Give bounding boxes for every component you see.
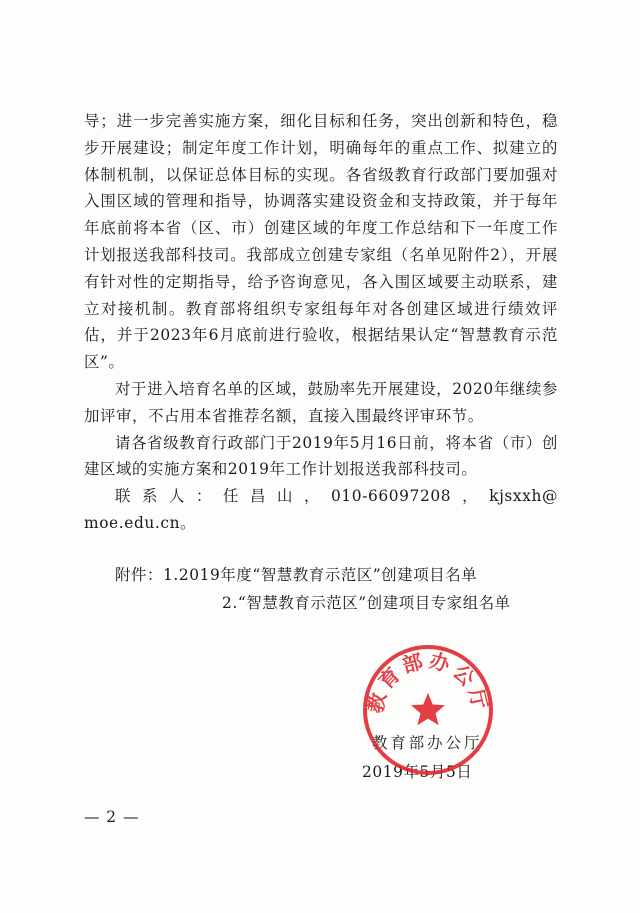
attachment-item-2: 2.“智慧教育示范区”创建项目专家组名单 xyxy=(222,594,511,612)
issuing-organization: 教育部办公厅 xyxy=(372,734,483,752)
seal-star-icon xyxy=(411,693,445,725)
attachment-list xyxy=(84,561,558,617)
document-body xyxy=(84,108,558,537)
attachment-item-1: 附件：1.2019年度“智慧教育示范区”创建项目名单 xyxy=(115,566,478,584)
body-paragraph-deadline: 请各省级教育行政部门于2019年5月16日前，将本省（市）创建区域的实施方案和2019年工作计划报送我部科技司。 xyxy=(84,433,558,479)
issue-date: 2019年5月5日 xyxy=(362,763,473,781)
official-seal xyxy=(361,643,495,777)
body-paragraph-continuation: 导；进一步完善实施方案，细化目标和任务，突出创新和特色，稳步开展建设；制定年度工作计划，明确每年的重点工作、拟建立的体制机制，以保证总体目标的实现。各省级教育行政部门要加强对入围区域的管理和指导，协调落实建设资金和支持政策，并于每年年底前将本省（区、市）创建区域的年度工作总结和下一年度工作计划报送我部科技司。我部成立创建专家组（名单见附件2），开展有针对性的定期指导，给予咨询意见，各入围区域要主动联系，建立对接机制。教育部将组织专家组每年对各创建区域进行绩效评估，并于2023年6月底前进行验收，根据结果认定“智慧教育示范区”。 xyxy=(84,112,558,372)
body-paragraph-cultivation: 对于进入培育名单的区域，鼓励率先开展建设，2020年继续参加评审，不占用本省推荐名额，直接入围最终评审环节。 xyxy=(84,379,558,425)
body-paragraph-contact: 联系人：任昌山，010-66097208，kjsxxh@ moe.edu.cn。 xyxy=(84,487,558,532)
page-number: — 2 — xyxy=(84,808,140,826)
seal-text: 教育部办公厅 xyxy=(362,648,494,716)
